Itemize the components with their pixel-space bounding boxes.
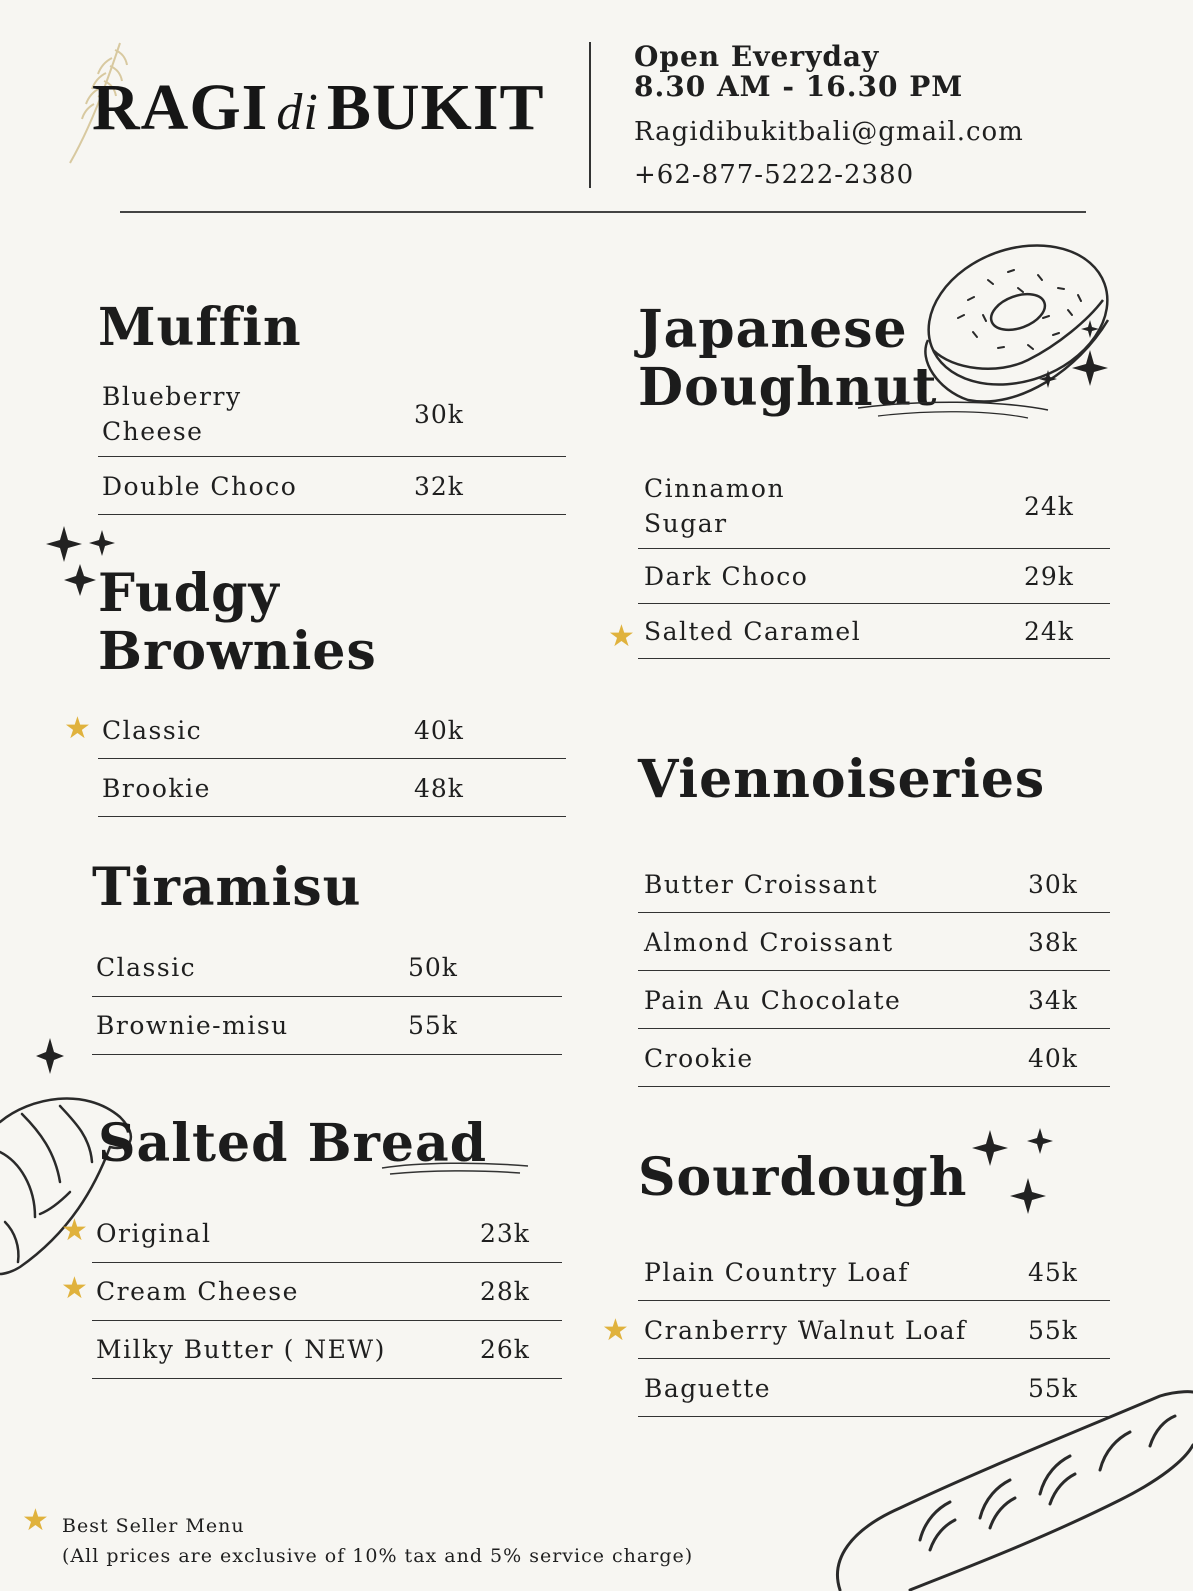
header-rule [120, 211, 1086, 213]
best-seller-star-icon: ★ [64, 711, 91, 746]
best-seller-star-icon: ★ [608, 619, 635, 654]
menu-item [98, 760, 566, 817]
menu-item [638, 605, 1110, 659]
contact-phone[interactable]: +62-877-5222-2380 [634, 160, 915, 190]
item-name: Almond Croissant [644, 927, 894, 957]
baguette-illustration [820, 1390, 1193, 1591]
item-name: Milky Butter ( NEW) [96, 1334, 386, 1364]
item-name: Double Choco [102, 471, 298, 501]
section-title-brownies: Fudgy [98, 563, 280, 624]
legend-best-seller: Best Seller Menu [62, 1515, 245, 1537]
sparkle-icon [34, 1036, 66, 1076]
item-price: 45k [1028, 1257, 1078, 1287]
item-price: 55k [1028, 1315, 1078, 1345]
menu-item [638, 550, 1110, 604]
best-seller-star-icon: ★ [602, 1313, 629, 1348]
item-price: 32k [414, 471, 464, 501]
item-name: Sugar [644, 509, 728, 538]
menu-item [638, 856, 1110, 913]
menu-item [98, 372, 566, 457]
item-name: Salted Caramel [644, 617, 862, 646]
doughnut-illustration [858, 240, 1118, 440]
section-title-sourdough: Sourdough [638, 1147, 968, 1208]
item-name: Classic [96, 952, 197, 982]
contact-email[interactable]: Ragidibukitbali@gmail.com [634, 117, 1024, 147]
item-price: 26k [480, 1334, 530, 1364]
menu-item [92, 1262, 562, 1321]
brand-part-2: di [276, 84, 319, 141]
item-name: Blueberry [102, 382, 242, 411]
section-title-viennoiseries: Viennoiseries [638, 749, 1046, 810]
section-title-salted-bread: Salted Bread [98, 1113, 488, 1174]
best-seller-star-icon: ★ [61, 1213, 88, 1248]
menu-item [92, 1204, 562, 1263]
header-divider [589, 42, 591, 188]
price-note: (All prices are exclusive of 10% tax and 5% service charge) [62, 1545, 694, 1567]
item-price: 30k [1028, 869, 1078, 899]
menu-item [98, 458, 566, 515]
item-price: 24k [1024, 617, 1074, 646]
item-name: Butter Croissant [644, 869, 879, 899]
underline-scribble [380, 1158, 530, 1180]
item-price: 23k [480, 1218, 530, 1248]
best-seller-star-icon: ★ [22, 1503, 49, 1538]
item-name: Classic [102, 715, 203, 745]
item-name: Baguette [644, 1373, 772, 1403]
opening-hours: 8.30 AM - 16.30 PM [634, 70, 964, 103]
section-title-muffin: Muffin [98, 297, 302, 358]
section-title-brownies-2: Brownies [98, 621, 377, 682]
menu-item [638, 1244, 1110, 1301]
item-price: 40k [414, 715, 464, 745]
menu-item [638, 464, 1110, 549]
menu-item [638, 914, 1110, 971]
item-name: Brookie [102, 773, 211, 803]
item-name: Cheese [102, 417, 204, 446]
item-price: 29k [1024, 562, 1074, 591]
item-name: Crookie [644, 1043, 754, 1073]
menu-item [92, 938, 562, 997]
menu-item [92, 1320, 562, 1379]
item-price: 48k [414, 773, 464, 803]
item-name: Cranberry Walnut Loaf [644, 1315, 967, 1345]
item-name: Cinnamon [644, 474, 786, 503]
item-price: 28k [480, 1276, 530, 1306]
item-price: 40k [1028, 1043, 1078, 1073]
item-name: Cream Cheese [96, 1276, 299, 1306]
item-price: 24k [1024, 491, 1074, 521]
menu-item [638, 1302, 1110, 1359]
section-title-doughnut: Japanese [638, 299, 908, 360]
item-name: Original [96, 1218, 212, 1248]
item-name: Brownie-misu [96, 1010, 289, 1040]
item-price: 30k [414, 399, 464, 429]
item-price: 50k [408, 952, 458, 982]
item-price: 55k [1028, 1373, 1078, 1403]
section-title-doughnut-2: Doughnut [638, 357, 938, 418]
menu-item [98, 702, 566, 759]
item-name: Plain Country Loaf [644, 1257, 910, 1287]
best-seller-star-icon: ★ [61, 1271, 88, 1306]
menu-item [92, 996, 562, 1055]
item-price: 34k [1028, 985, 1078, 1015]
brand-part-3: BUKIT [326, 71, 545, 144]
item-price: 38k [1028, 927, 1078, 957]
item-name: Dark Choco [644, 562, 809, 591]
section-title-tiramisu: Tiramisu [92, 857, 362, 918]
item-name: Pain Au Chocolate [644, 985, 902, 1015]
item-price: 55k [408, 1010, 458, 1040]
opening-days: Open Everyday [634, 40, 880, 73]
menu-item [638, 972, 1110, 1029]
sparkle-icon [968, 1128, 1058, 1228]
brand-logo [92, 70, 545, 146]
menu-item [638, 1030, 1110, 1087]
brand-part-1: RAGI [92, 71, 269, 144]
